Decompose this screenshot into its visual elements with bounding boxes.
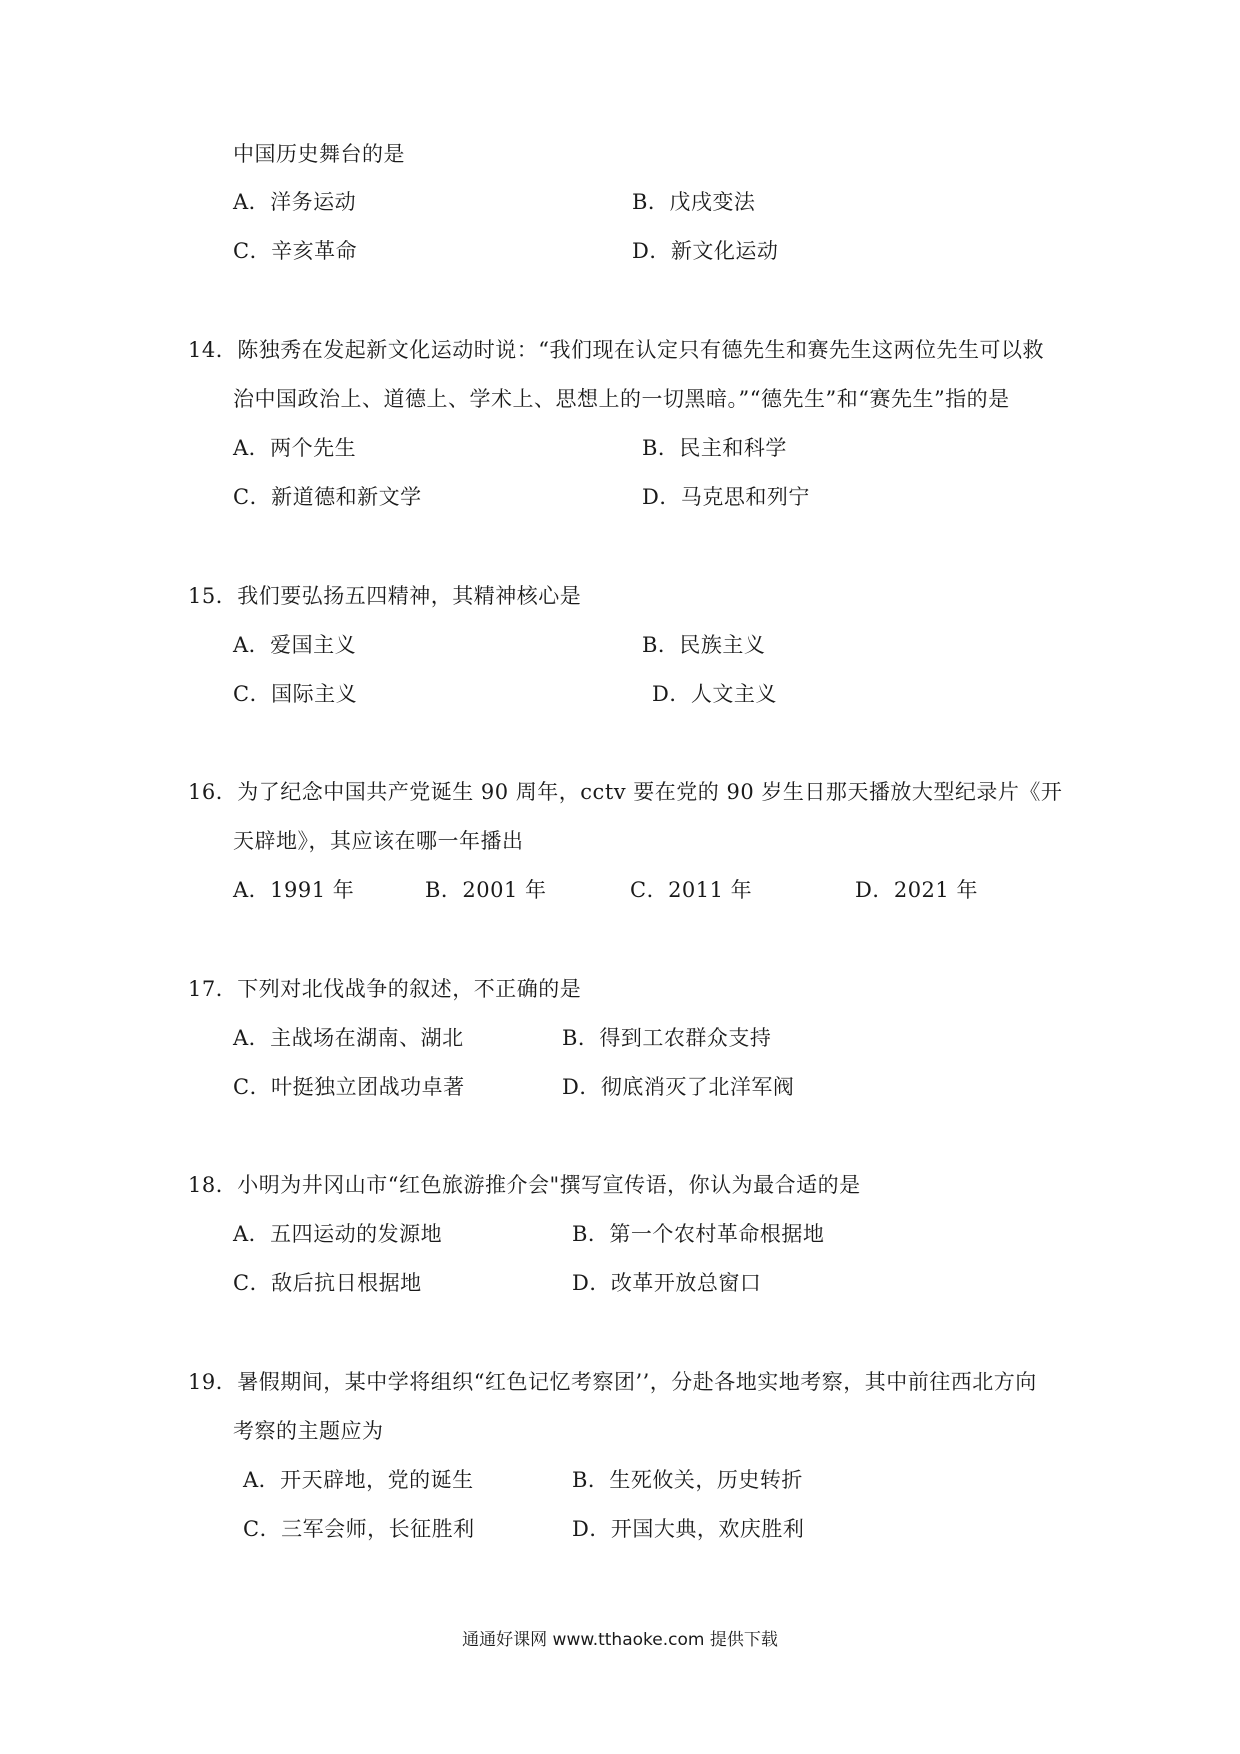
q18-option-c: C．敌后抗日根据地 bbox=[233, 1271, 422, 1295]
q17-stem: 17．下列对北伐战争的叙述，不正确的是 bbox=[188, 977, 582, 1001]
q18-option-d: D．改革开放总窗口 bbox=[572, 1271, 762, 1295]
q19-option-d: D．开国大典，欢庆胜利 bbox=[572, 1517, 805, 1541]
q13-continuation: 中国历史舞台的是 bbox=[233, 142, 405, 166]
q19-option-b: B．生死攸关，历史转折 bbox=[572, 1468, 803, 1492]
q19-option-a: A．开天辟地，党的诞生 bbox=[243, 1468, 474, 1492]
q13-option-a: A．洋务运动 bbox=[233, 190, 357, 214]
q14-stem-line2: 治中国政治上、道德上、学术上、思想上的一切黑暗。”“德先生”和“赛先生”指的是 bbox=[233, 387, 1010, 411]
q18-stem: 18．小明为井冈山市“红色旅游推介会"撰写宣传语，你认为最合适的是 bbox=[188, 1173, 861, 1197]
q14-option-d: D．马克思和列宁 bbox=[642, 485, 810, 509]
q15-option-c: C．国际主义 bbox=[233, 682, 358, 706]
page-footer: 通通好课网 www.tthaoke.com 提供下载 bbox=[462, 1630, 778, 1650]
q13-option-b: B．戊戌变法 bbox=[632, 190, 756, 214]
q16-option-d: D．2021 年 bbox=[855, 878, 978, 902]
q19-option-c: C．三军会师，长征胜利 bbox=[243, 1517, 475, 1541]
q16-option-c: C．2011 年 bbox=[630, 878, 753, 902]
q16-option-a: A．1991 年 bbox=[233, 878, 355, 902]
q16-stem-line1: 16．为了纪念中国共产党诞生 90 周年，cctv 要在党的 90 岁生日那天播放大型纪录片《开 bbox=[188, 780, 1063, 804]
q14-option-a: A．两个先生 bbox=[233, 436, 357, 460]
q13-option-c: C．辛亥革命 bbox=[233, 239, 358, 263]
q15-option-b: B．民族主义 bbox=[642, 633, 766, 657]
q16-stem-line2: 天辟地》，其应该在哪一年播出 bbox=[233, 829, 524, 853]
q13-option-d: D．新文化运动 bbox=[632, 239, 779, 263]
q16-option-b: B．2001 年 bbox=[425, 878, 547, 902]
q14-stem-line1: 14．陈独秀在发起新文化运动时说：“我们现在认定只有德先生和赛先生这两位先生可以救 bbox=[188, 338, 1044, 362]
q19-stem-line1: 19．暑假期间，某中学将组织“红色记忆考察团’’，分赴各地实地考察，其中前往西北方向 bbox=[188, 1370, 1037, 1394]
q17-option-b: B．得到工农群众支持 bbox=[562, 1026, 772, 1050]
q18-option-b: B．第一个农村革命根据地 bbox=[572, 1222, 825, 1246]
q17-option-a: A．主战场在湖南、湖北 bbox=[233, 1026, 464, 1050]
q15-stem: 15．我们要弘扬五四精神，其精神核心是 bbox=[188, 584, 582, 608]
q15-option-a: A．爱国主义 bbox=[233, 633, 357, 657]
q14-option-c: C．新道德和新文学 bbox=[233, 485, 422, 509]
q18-option-a: A．五四运动的发源地 bbox=[233, 1222, 443, 1246]
q17-option-d: D．彻底消灭了北洋军阀 bbox=[562, 1075, 795, 1099]
q17-option-c: C．叶挺独立团战功卓著 bbox=[233, 1075, 465, 1099]
q15-option-d: D．人文主义 bbox=[652, 682, 777, 706]
q14-option-b: B．民主和科学 bbox=[642, 436, 787, 460]
q19-stem-line2: 考察的主题应为 bbox=[233, 1419, 384, 1443]
